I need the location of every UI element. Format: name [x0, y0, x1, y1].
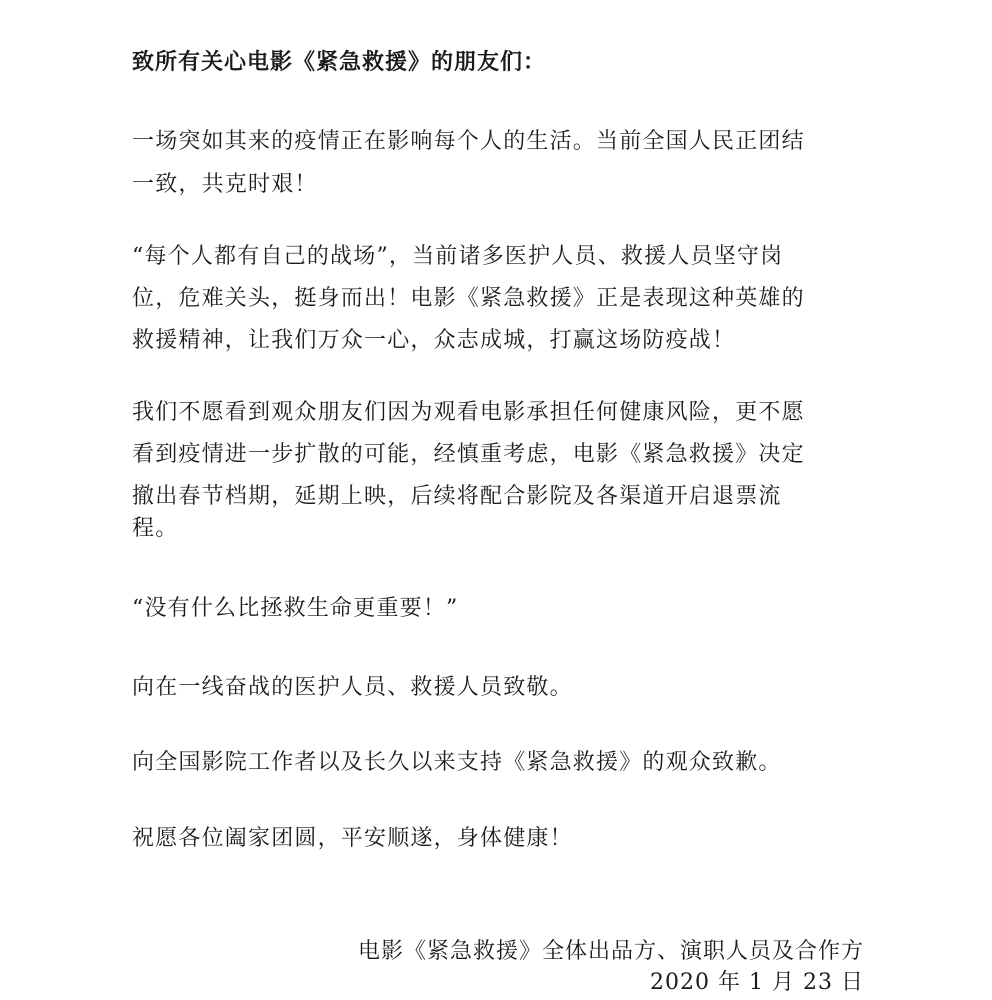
paragraph-5: 向在一线奋战的医护人员、救援人员致敬。: [132, 675, 573, 700]
paragraph-3-line-4: 程。: [132, 516, 179, 541]
paragraph-2-line-1: “每个人都有自己的战场”，当前诸多医护人员、救援人员坚守岗: [132, 244, 784, 269]
paragraph-2-line-3: 救援精神，让我们万众一心，众志成城，打赢这场防疫战！: [132, 328, 736, 353]
paragraph-6: 向全国影院工作者以及长久以来支持《紧急救援》的观众致歉。: [132, 750, 782, 775]
paragraph-2-line-2: 位，危难关头，挺身而出！电影《紧急救援》正是表现这种英雄的: [132, 286, 805, 311]
paragraph-4-quote: “没有什么比拯救生命更重要！”: [132, 596, 459, 621]
paragraph-3-line-1: 我们不愿看到观众朋友们因为观看电影承担任何健康风险，更不愿: [132, 400, 805, 425]
signature-date: 2020 年 1 月 23 日: [650, 970, 864, 995]
signature: 电影《紧急救援》全体出品方、演职人员及合作方: [357, 939, 864, 964]
paragraph-7: 祝愿各位阖家团圆，平安顺遂，身体健康！: [132, 826, 573, 851]
paragraph-1-line-1: 一场突如其来的疫情正在影响每个人的生活。当前全国人民正团结: [132, 129, 805, 154]
letter-greeting: 致所有关心电影《紧急救援》的朋友们：: [132, 49, 547, 75]
paragraph-3-line-2: 看到疫情进一步扩散的可能，经慎重考虑，电影《紧急救援》决定: [132, 442, 805, 467]
paragraph-1-line-2: 一致，共克时艰！: [132, 172, 318, 197]
paragraph-3-line-3: 撤出春节档期，延期上映，后续将配合影院及各渠道开启退票流: [132, 484, 782, 509]
